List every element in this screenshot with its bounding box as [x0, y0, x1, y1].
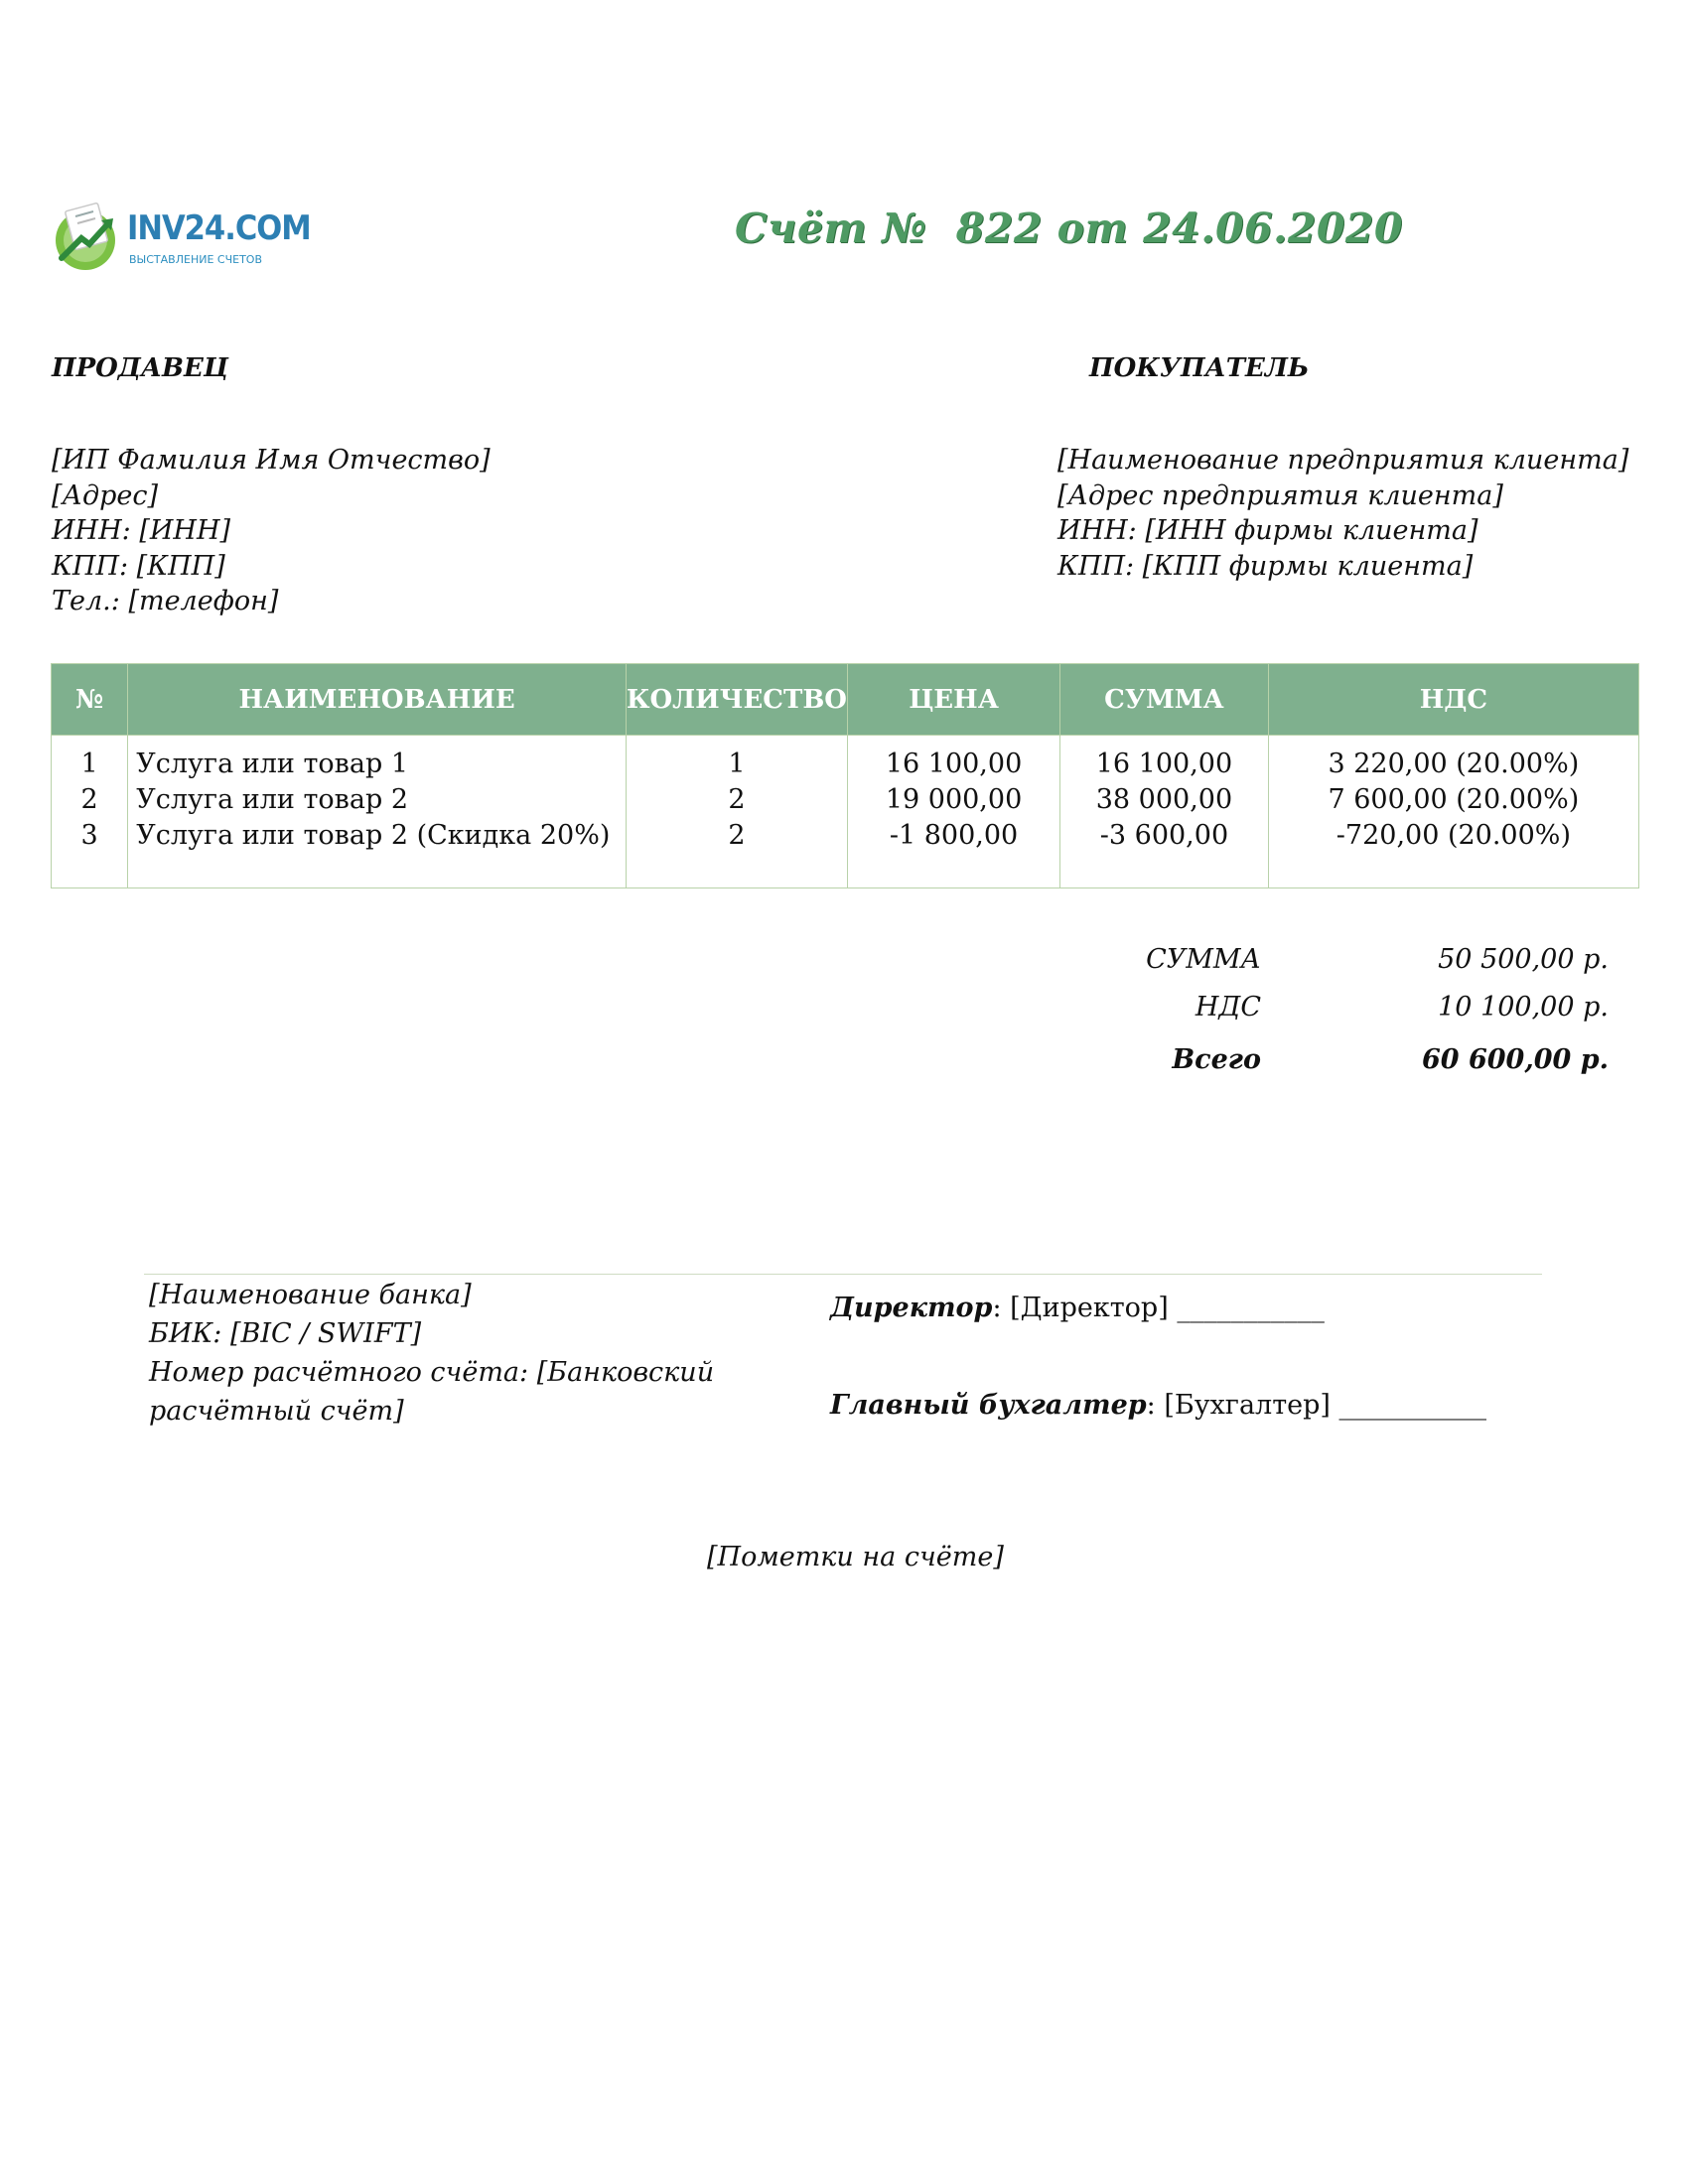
table-header-row: [52, 664, 1639, 736]
seller-heading: ПРОДАВЕЦ: [52, 353, 228, 383]
total-value: 60 600,00 р.: [1422, 1044, 1609, 1075]
items-table: [51, 663, 1639, 888]
seller-name: [ИП Фамилия Имя Отчество]: [52, 445, 491, 476]
director-signature: [830, 1293, 1325, 1323]
cell-name: Услуга или товар 1 Услуга или товар 2 Услуга или товар 2 (Скидка 20%): [128, 736, 627, 888]
invoice-notes: [Пометки на счёте]: [707, 1542, 1004, 1572]
sum-label: СУММА: [1146, 944, 1261, 975]
cell-quantity: 1 2 2: [626, 736, 847, 888]
col-header-quantity: КОЛИЧЕСТВО: [626, 664, 847, 736]
buyer-details: [1057, 443, 1628, 584]
cell-sum: 16 100,00 38 000,00 -3 600,00: [1060, 736, 1269, 888]
col-header-vat: НДС: [1268, 664, 1638, 736]
accountant-signature: [830, 1390, 1486, 1421]
invoice-title: Счёт № 822 от 24.06.2020: [735, 205, 1403, 252]
logo-tagline: ВЫСТАВЛЕНИЕ СЧЕТОВ: [129, 253, 262, 266]
seller-kpp: КПП: [КПП]: [52, 550, 225, 582]
accountant-label: Главный бухгалтер: [830, 1390, 1147, 1421]
col-header-sum: СУММА: [1060, 664, 1269, 736]
vat-value: 10 100,00 р.: [1438, 992, 1609, 1023]
seller-address: [Адрес]: [52, 479, 159, 511]
logo-brand: INV24.COM: [127, 208, 311, 248]
buyer-inn: ИНН: [ИНН фирмы клиента]: [1057, 515, 1478, 546]
cell-price: 16 100,00 19 000,00 -1 800,00: [847, 736, 1059, 888]
logo: [52, 201, 311, 272]
seller-details: [52, 443, 491, 619]
table-row: [52, 736, 1639, 888]
bank-name: [Наименование банка]: [149, 1280, 472, 1310]
bank-bic: БИК: [BIC / SWIFT]: [149, 1318, 422, 1349]
seller-inn: ИНН: [ИНН]: [52, 515, 231, 546]
director-label: Директор: [830, 1293, 993, 1323]
buyer-name: [Наименование предприятия клиента]: [1057, 445, 1629, 476]
total-label: Всего: [1172, 1044, 1261, 1075]
bank-account: Номер расчётного счёта: [Банковский расчётный счёт]: [149, 1357, 715, 1427]
vat-label: НДС: [1195, 992, 1261, 1023]
sum-value: 50 500,00 р.: [1438, 944, 1609, 975]
buyer-address: [Адрес предприятия клиента]: [1057, 479, 1503, 511]
invoice-logo-icon: [52, 201, 125, 272]
divider: [144, 1274, 1542, 1275]
accountant-value: : [Бухгалтер] ___________: [1146, 1390, 1487, 1421]
seller-phone: Тел.: [телефон]: [52, 586, 279, 616]
cell-number: 1 2 3: [52, 736, 128, 888]
bank-details: [149, 1276, 745, 1431]
col-header-name: НАИМЕНОВАНИЕ: [128, 664, 627, 736]
buyer-heading: ПОКУПАТЕЛЬ: [1089, 353, 1310, 383]
col-header-number: №: [52, 664, 128, 736]
cell-vat: 3 220,00 (20.00%) 7 600,00 (20.00%) -720,00 (20.00%): [1268, 736, 1638, 888]
col-header-price: ЦЕНА: [847, 664, 1059, 736]
director-value: : [Директор] ___________: [992, 1293, 1325, 1323]
buyer-kpp: КПП: [КПП фирмы клиента]: [1057, 550, 1474, 582]
